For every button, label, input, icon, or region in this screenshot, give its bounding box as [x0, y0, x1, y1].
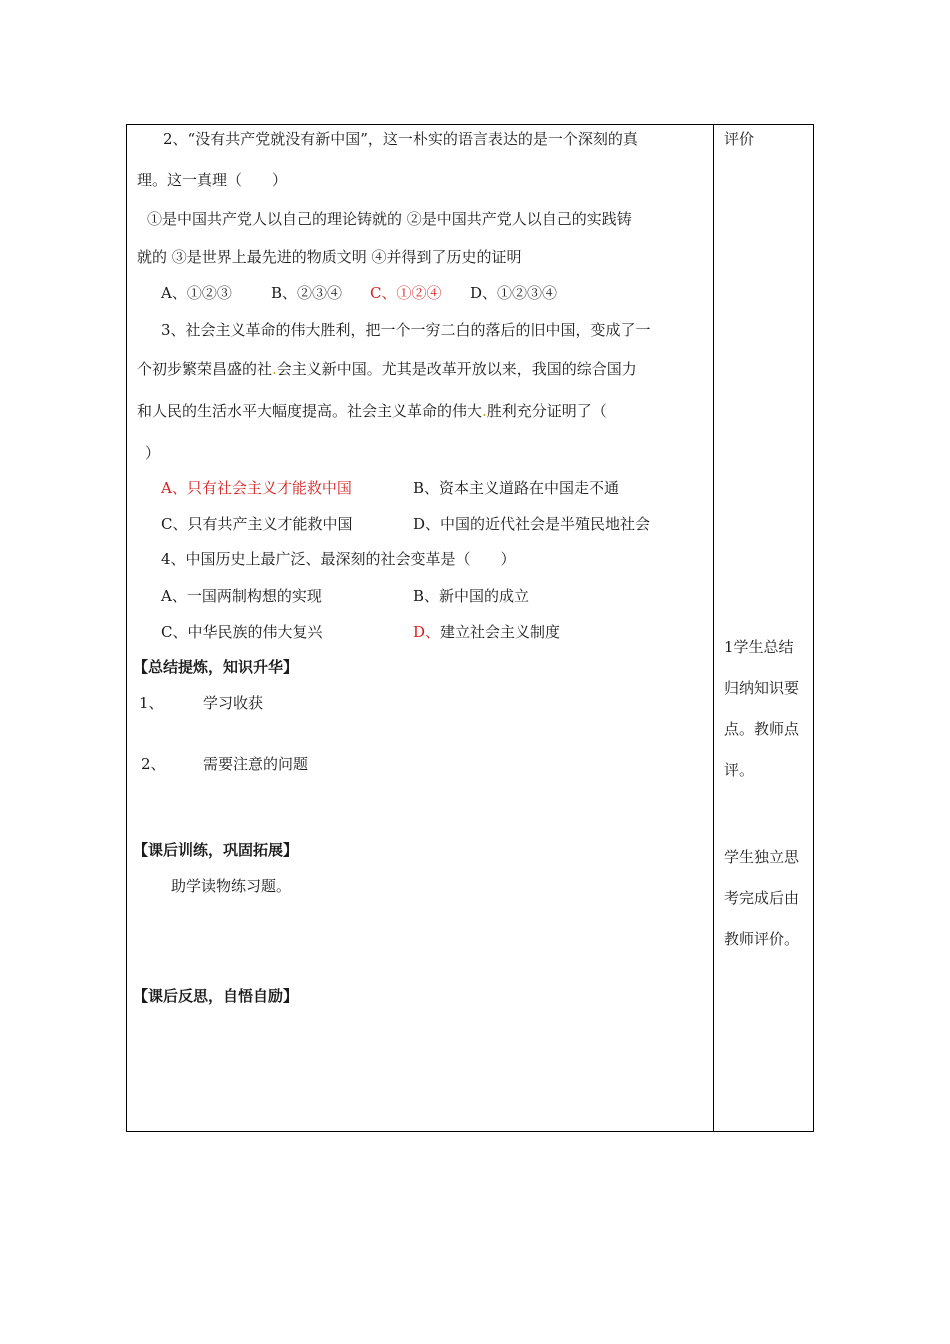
reflection-heading: 【课后反思，自悟自励】	[133, 987, 299, 1005]
side-note-5: 学生独立思	[724, 848, 800, 866]
side-note-4: 评。	[724, 761, 755, 779]
summary-item1-number: 1、	[139, 694, 164, 712]
summary-item1-text: 学习收获	[203, 694, 264, 712]
side-note-2: 归纳知识要	[724, 679, 800, 697]
q3-line2a: 个初步繁荣昌盛的社	[137, 360, 273, 378]
column-divider	[713, 125, 714, 1131]
lesson-table	[126, 124, 814, 1132]
q4-option-d	[413, 622, 560, 642]
summary-heading: 【总结提炼，知识升华】	[133, 658, 299, 676]
side-note-7: 教师评价。	[724, 930, 800, 948]
q4-option-d-text: 建立社会主义制度	[440, 623, 561, 641]
side-note-3: 点。教师点	[724, 720, 800, 738]
homework-text: 助学读物练习题。	[171, 877, 292, 895]
q4-option-c: C、中华民族的伟大复兴	[161, 623, 323, 641]
q4-stem: 4、中国历史上最广泛、最深刻的社会变革是（ ）	[161, 550, 516, 568]
side-note-1: 1学生总结	[724, 638, 794, 656]
q3-line2b: 会主义新中国。尤其是改革开放以来，我国的综合国力	[276, 360, 637, 378]
q2-option-d: D、①②③④	[470, 284, 558, 302]
q2-line2: 理。这一真理（ ）	[137, 171, 288, 189]
q3-line3	[137, 401, 607, 421]
q2-option-a: A、①②③	[161, 284, 232, 302]
q3-line1: 3、社会主义革命的伟大胜利，把一个一穷二白的落后的旧中国，变成了一	[161, 321, 651, 339]
summary-item2-text: 需要注意的问题	[203, 755, 309, 773]
q3-line2	[137, 359, 637, 379]
summary-item2-number: 2、	[141, 755, 166, 773]
q3-line4: ）	[145, 444, 161, 462]
side-note-6: 考完成后由	[724, 889, 800, 907]
q3-line3a: 和人民的生活水平大幅度提高。社会主义革命的伟大	[137, 402, 483, 420]
side-evaluation: 评价	[724, 130, 755, 148]
q2-option-b: B、②③④	[271, 284, 343, 302]
q2-line3: ①是中国共产党人以自己的理论铸就的 ②是中国共产党人以自己的实践铸	[147, 210, 632, 228]
q4-option-b: B、新中国的成立	[413, 587, 530, 605]
q3-dot-mark: .	[272, 360, 277, 378]
q4-option-a: A、一国两制构想的实现	[161, 587, 322, 605]
q2-line4: 就的 ③是世界上最先进的物质文明 ④并得到了历史的证明	[137, 248, 522, 266]
q3-line3b: 胜利充分证明了（	[486, 402, 607, 420]
q3-dot-mark-2: .	[482, 402, 487, 420]
q2-option-c: C、①②④	[370, 284, 442, 302]
homework-heading: 【课后训练，巩固拓展】	[133, 841, 299, 859]
q3-option-d: D、中国的近代社会是半殖民地社会	[413, 515, 651, 533]
q2-line1: 2、“没有共产党就没有新中国”，这一朴实的语言表达的是一个深刻的真	[163, 130, 638, 148]
q3-option-b: B、资本主义道路在中国走不通	[413, 479, 620, 497]
q4-option-d-letter: D、	[413, 623, 441, 641]
q3-option-c: C、只有共产主义才能救中国	[161, 515, 353, 533]
q3-option-a: A、只有社会主义才能救中国	[161, 479, 352, 497]
